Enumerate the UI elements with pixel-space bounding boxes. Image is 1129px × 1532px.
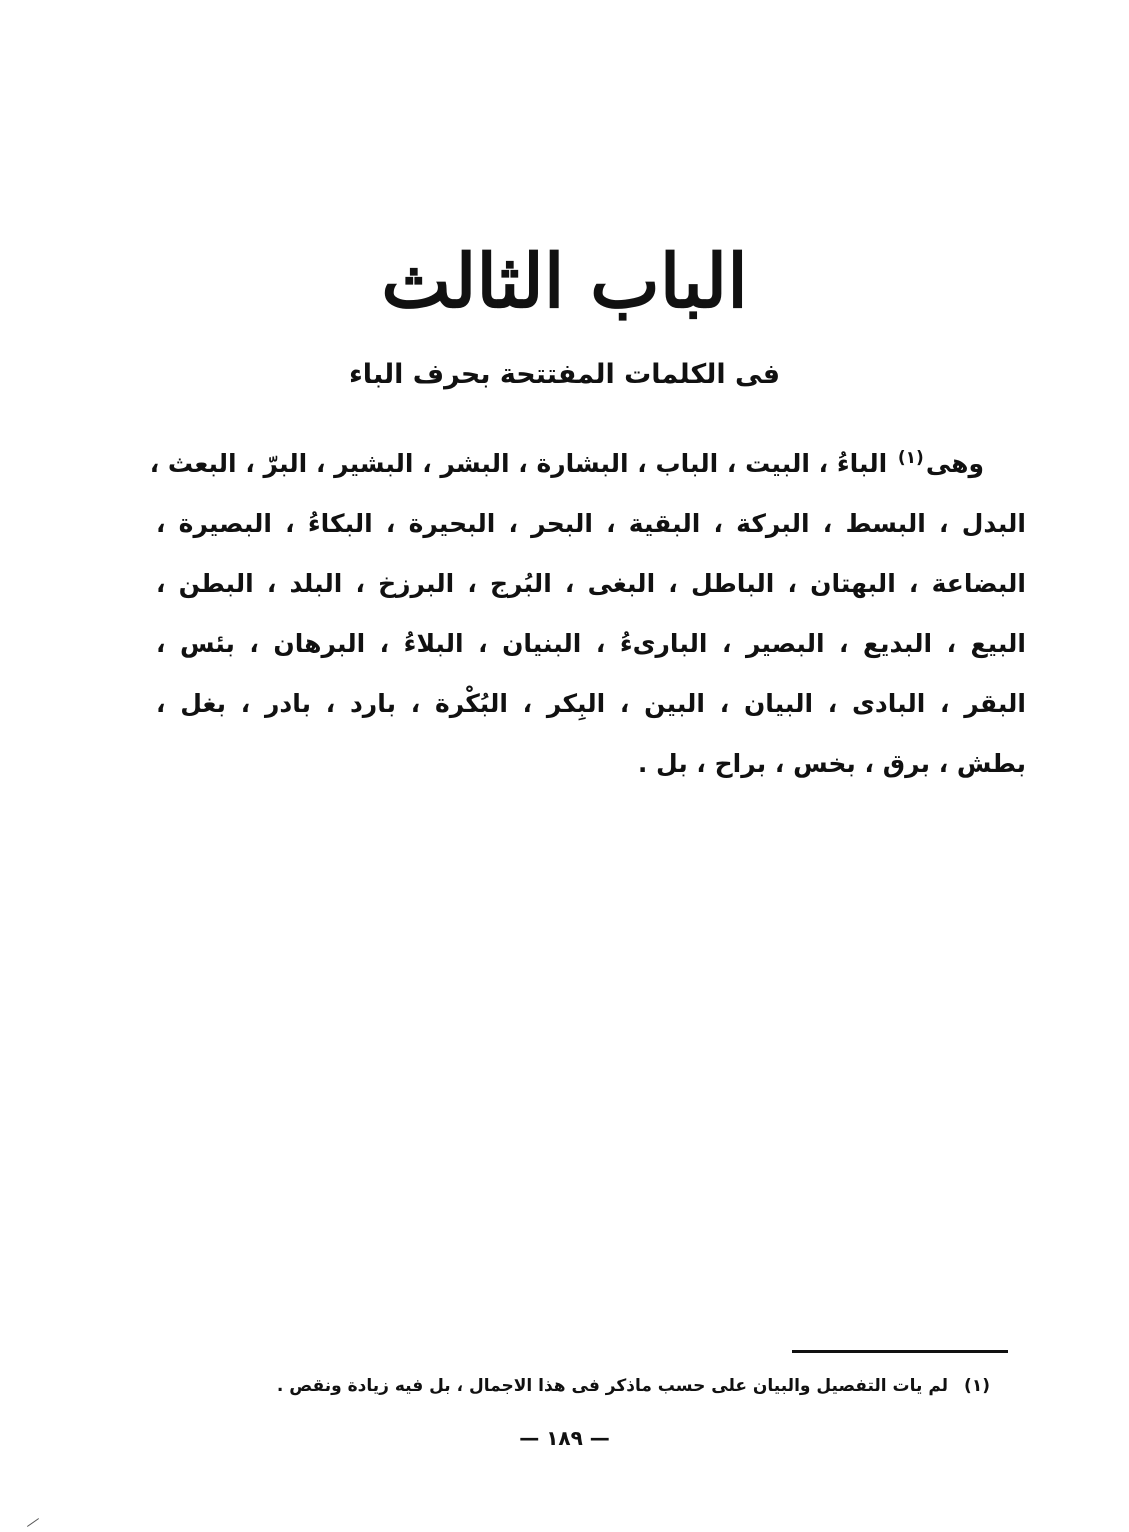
chapter-subtitle: فى الكلمات المفتتحة بحرف الباء: [349, 359, 780, 390]
paragraph-line: البيع ، البديع ، البصير ، البارىءُ ، البنيان ، البلاءُ ، البرهان ، بئس ،: [156, 629, 1026, 658]
paragraph-line: البدل ، البسط ، البركة ، البقية ، البحر ، البحيرة ، البكاءُ ، البصيرة ،: [156, 509, 1026, 538]
paragraph-line: البضاعة ، البهتان ، الباطل ، البغى ، البُرج ، البرزخ ، البلد ، البطن ،: [156, 569, 1026, 598]
chapter-title: الباب الثالث: [381, 239, 748, 325]
footnote-marker: (١): [964, 1376, 990, 1396]
paragraph-line: البقر ، البادى ، البيان ، البين ، البِكر ، البُكْرة ، بارد ، بادر ، بغل ،: [156, 689, 1026, 718]
footnote-text: لم يات التفصيل والبيان على حسب ماذكر فى هذا الاجمال ، بل فيه زيادة ونقص .: [276, 1376, 949, 1396]
page-number: — ١٨٩ —: [519, 1426, 610, 1450]
footnote-reference: (١): [897, 447, 924, 468]
intro-word: وهى: [925, 449, 984, 478]
paragraph-line: [149, 434, 1026, 494]
line-text: الباءُ ، البيت ، الباب ، البشارة ، البشر ، البشير ، البرّ ، البعث ،: [149, 449, 888, 478]
word-list-paragraph: [149, 434, 1026, 794]
footnote: [150, 1366, 990, 1406]
scan-artifact: [27, 1518, 39, 1527]
paragraph-line: بطش ، برق ، بخس ، براح ، بل .: [637, 749, 1026, 778]
footnote-separator: [792, 1350, 1008, 1353]
